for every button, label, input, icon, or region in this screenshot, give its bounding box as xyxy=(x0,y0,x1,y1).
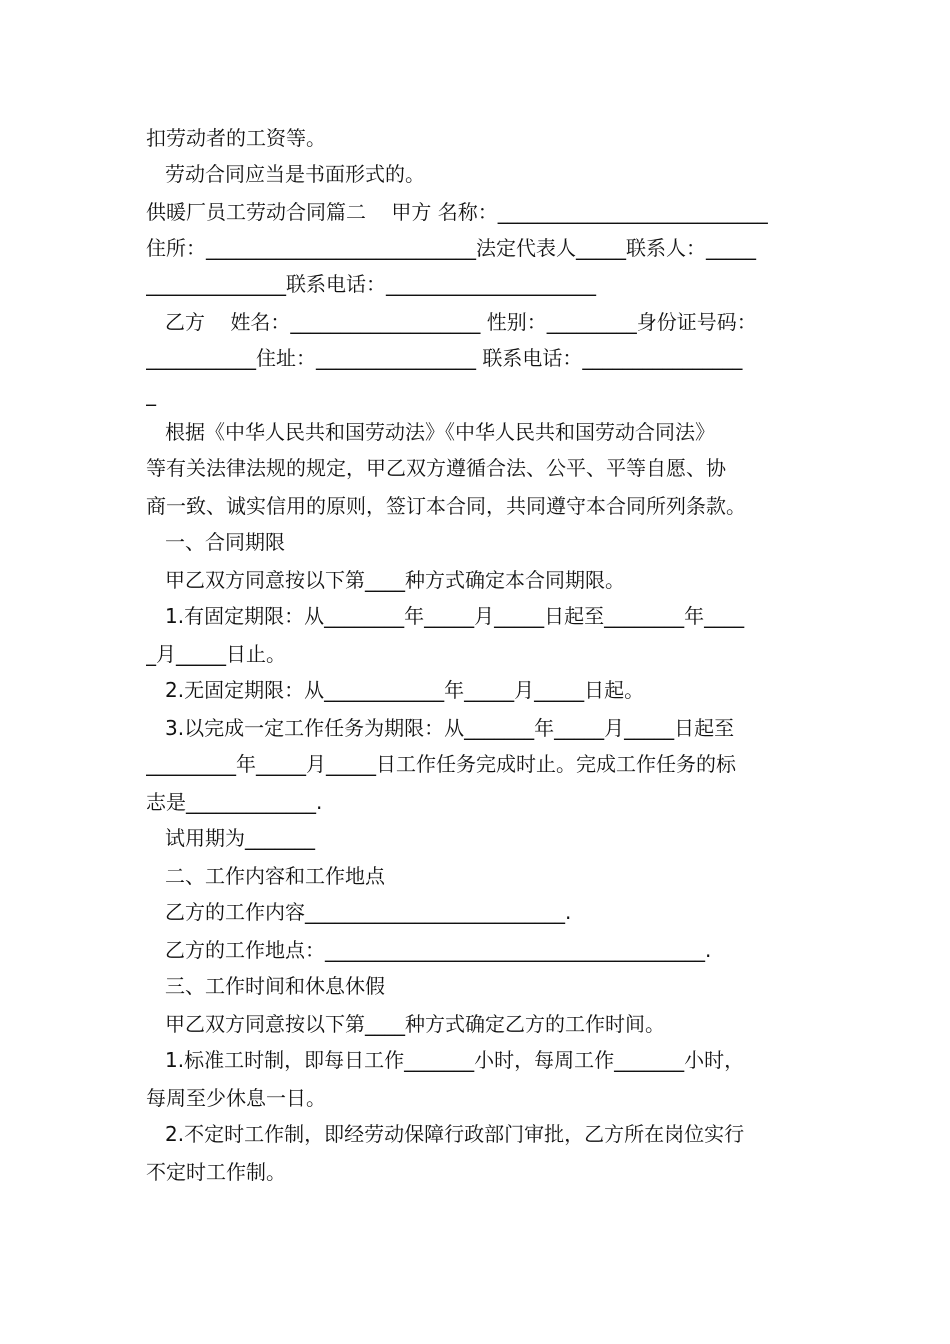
form-line: 乙方的工作内容__________________________. xyxy=(165,900,572,924)
section-heading: 二、工作内容和工作地点 xyxy=(165,864,385,888)
paragraph-line: 等有关法律法规的规定，甲乙双方遵循合法、公平、平等自愿、协 xyxy=(146,456,726,480)
form-line: 乙方 姓名：___________________ 性别：_________身份证号码： xyxy=(165,310,757,334)
form-line: 1.标准工时制，即每日工作_______小时，每周工作_______小时， xyxy=(165,1048,745,1072)
paragraph-line: 扣劳动者的工资等。 xyxy=(146,126,326,150)
paragraph-line: 2.不定时工作制，即经劳动保障行政部门审批，乙方所在岗位实行 xyxy=(165,1122,745,1146)
form-line: ______________联系电话：_____________________ xyxy=(146,272,596,296)
paragraph-line: 劳动合同应当是书面形式的。 xyxy=(165,162,425,186)
form-line: _月_____日止。 xyxy=(146,642,286,666)
form-line: 2.无固定期限：从____________年_____月_____日起。 xyxy=(165,678,645,702)
form-line: 试用期为_______ xyxy=(165,826,315,850)
paragraph-line: 甲乙双方同意按以下第____种方式确定乙方的工作时间。 xyxy=(165,1012,665,1036)
section-heading: 一、合同期限 xyxy=(165,530,285,554)
form-line: 3.以完成一定工作任务为期限：从_______年_____月_____日起至 xyxy=(165,716,735,740)
section-heading: 三、工作时间和休息休假 xyxy=(165,974,385,998)
paragraph-line: 不定时工作制。 xyxy=(146,1160,286,1184)
form-line: ___________住址：________________ 联系电话：________________ xyxy=(146,346,743,370)
paragraph-line: 根据《中华人民共和国劳动法》《中华人民共和国劳动合同法》 xyxy=(165,420,715,444)
paragraph-line: 甲乙双方同意按以下第____种方式确定本合同期限。 xyxy=(165,568,625,592)
contract-heading-line: 供暖厂员工劳动合同篇二 甲方 名称：___________________________ xyxy=(146,200,768,224)
form-line: 住所：___________________________法定代表人_____联系人：_____ xyxy=(146,236,756,260)
paragraph-line: 商一致、诚实信用的原则，签订本合同，共同遵守本合同所列条款。 xyxy=(146,494,746,518)
form-line: 乙方的工作地点：______________________________________. xyxy=(165,938,712,962)
paragraph-line: 每周至少休息一日。 xyxy=(146,1086,326,1110)
form-line: _________年_____月_____日工作任务完成时止。完成工作任务的标 xyxy=(146,752,736,776)
form-line: _ xyxy=(146,382,156,406)
form-line: 1.有固定期限：从________年_____月_____日起至________年____ xyxy=(165,604,745,628)
form-line: 志是_____________. xyxy=(146,790,323,814)
